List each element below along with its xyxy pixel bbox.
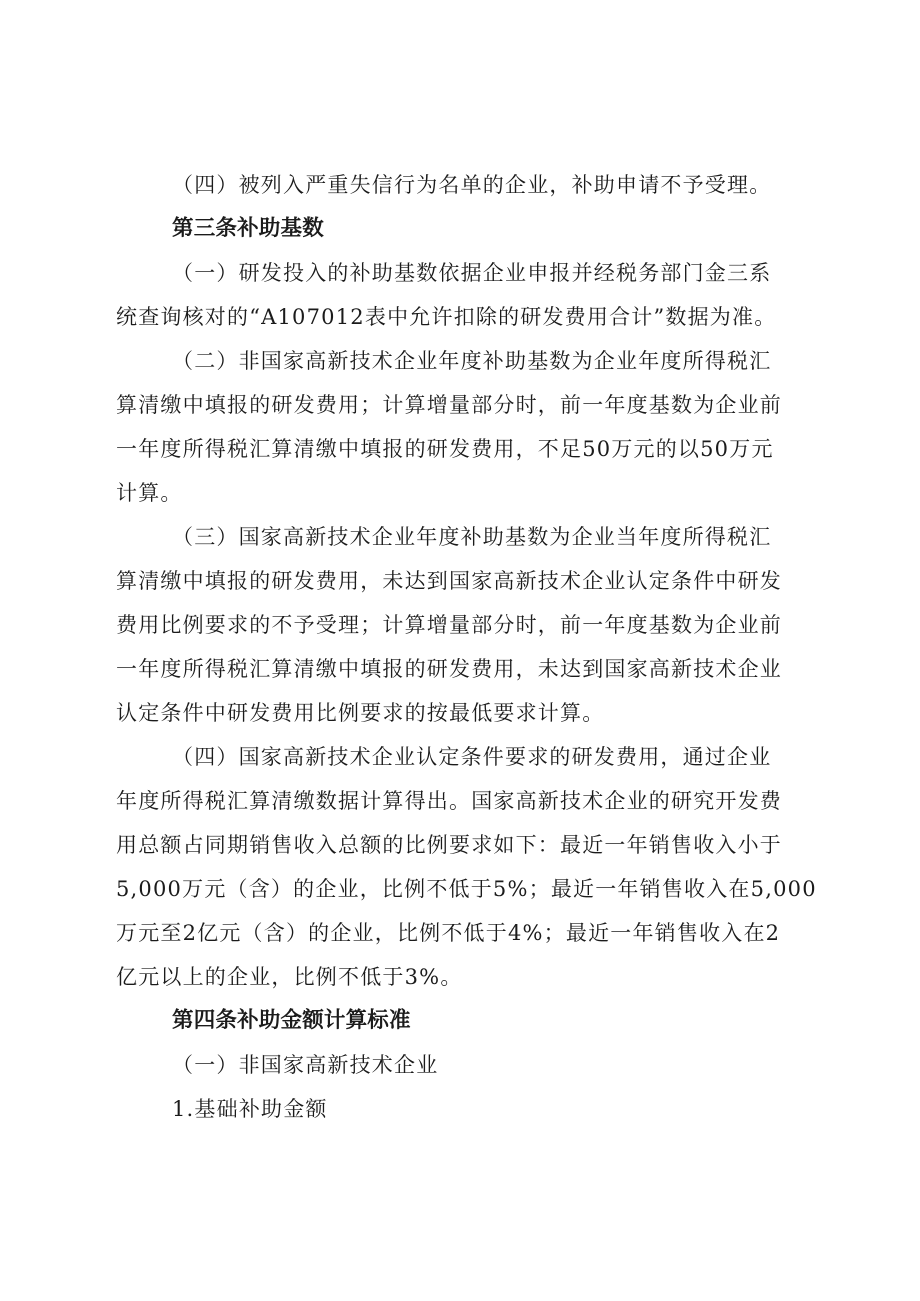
paragraph-line: （四）被列入严重失信行为名单的企业，补助申请不予受理。 — [172, 173, 772, 197]
paragraph-line: 算清缴中填报的研发费用；计算增量部分时，前一年度基数为企业前 — [116, 393, 782, 417]
paragraph-line: 算清缴中填报的研发费用，未达到国家高新技术企业认定条件中研发 — [116, 569, 782, 593]
paragraph-line: 费用比例要求的不予受理；计算增量部分时，前一年度基数为企业前 — [116, 613, 782, 637]
paragraph-line: 一年度所得税汇算清缴中填报的研发费用，不足50万元的以50万元 — [116, 437, 774, 461]
paragraph-line: 年度所得税汇算清缴数据计算得出。国家高新技术企业的研究开发费 — [116, 789, 782, 813]
paragraph-line: （一）研发投入的补助基数依据企业申报并经税务部门金三系 — [172, 261, 772, 285]
paragraph-line: 统查询核对的“A107012表中允许扣除的研发费用合计”数据为准。 — [116, 305, 777, 329]
paragraph-line: 计算。 — [116, 481, 183, 505]
section-heading: 第四条补助金额计算标准 — [172, 1008, 411, 1033]
paragraph-line: 用总额占同期销售收入总额的比例要求如下：最近一年销售收入小于 — [116, 833, 782, 857]
section-heading: 第三条补助基数 — [172, 216, 324, 241]
paragraph-line: 1.基础补助金额 — [172, 1097, 328, 1121]
paragraph-line: 一年度所得税汇算清缴中填报的研发费用，未达到国家高新技术企业 — [116, 657, 782, 681]
paragraph-line: 5,000万元（含）的企业，比例不低于5%；最近一年销售收入在5,000 — [116, 877, 817, 901]
paragraph-line: 亿元以上的企业，比例不低于3%。 — [116, 965, 463, 989]
paragraph-line: 认定条件中研发费用比例要求的按最低要求计算。 — [116, 701, 605, 725]
paragraph-line: （一）非国家高新技术企业 — [172, 1053, 439, 1077]
paragraph-line: （三）国家高新技术企业年度补助基数为企业当年度所得税汇 — [172, 525, 772, 549]
paragraph-line: （四）国家高新技术企业认定条件要求的研发费用，通过企业 — [172, 745, 772, 769]
paragraph-line: 万元至2亿元（含）的企业，比例不低于4%；最近一年销售收入在2 — [116, 921, 781, 945]
paragraph-line: （二）非国家高新技术企业年度补助基数为企业年度所得税汇 — [172, 349, 772, 373]
